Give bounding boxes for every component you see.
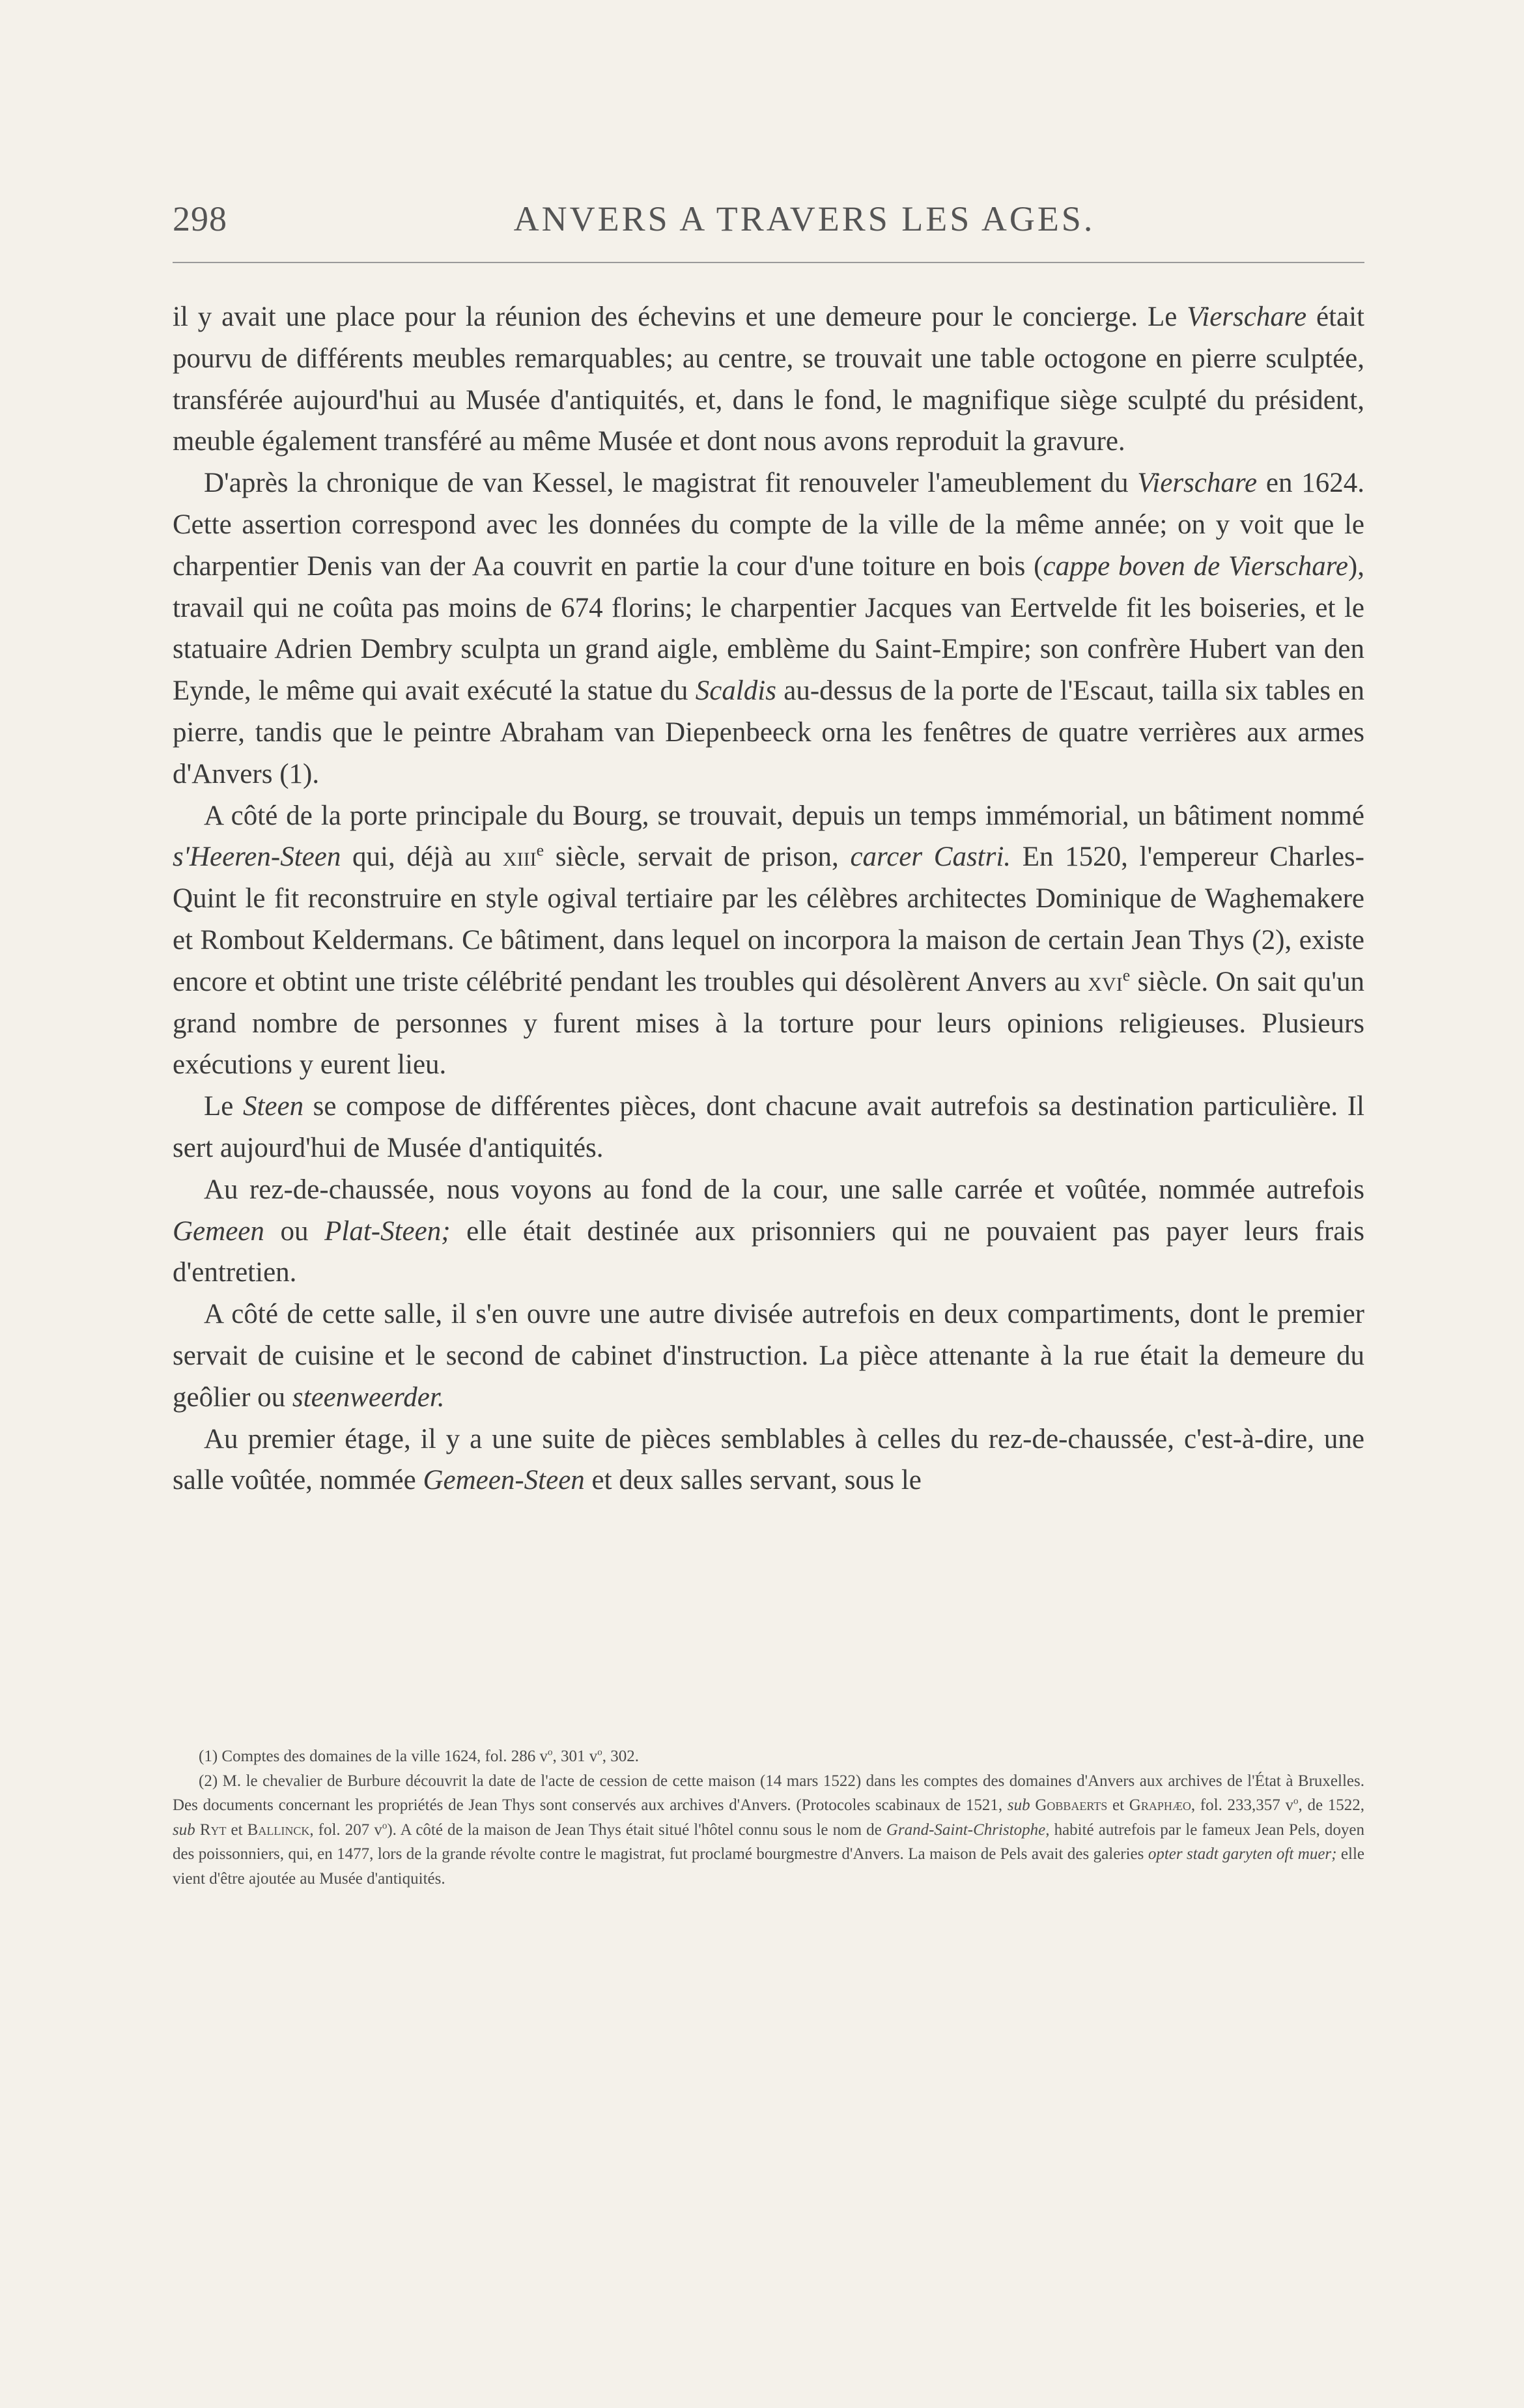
superscript: e: [536, 841, 544, 860]
paragraph-p5: [173, 1169, 1364, 1294]
text-run: , fol. 233,357 v: [1191, 1796, 1293, 1814]
italic-text: Vierschare: [1187, 302, 1307, 332]
text-run: (2) M. le chevalier de Burbure découvrit la date de l'acte de cession de cette maison (14 mars 1522) dans les comptes des domaines d'Anvers aux archives de l'État à Bruxelles. Des documents concernant les propriétés de Jean Thys sont conservés aux archives d'Anvers. (Protocoles scabinaux de 1521,: [173, 1772, 1364, 1814]
superscript: e: [1122, 965, 1131, 985]
footnote-fn1: [173, 1744, 1364, 1769]
italic-text: cappe boven de Vierschare: [1043, 550, 1348, 582]
italic-text: sub: [173, 1820, 195, 1839]
paragraph-p4: [173, 1086, 1364, 1169]
text-run: A côté de la porte principale du Bourg, se trouvait, depuis un temps immémorial, un bâtiment nommé: [204, 800, 1364, 831]
footnotes: [173, 1744, 1364, 1891]
text-run: , 302.: [602, 1748, 640, 1765]
text-run: , de 1522,: [1298, 1796, 1364, 1814]
header-rule: [173, 262, 1364, 263]
page-number: 298: [173, 199, 227, 238]
text-run: qui, déjà au: [341, 842, 503, 873]
text-run: ). A côté de la maison de Jean Thys était situé l'hôtel connu sous le nom de: [387, 1820, 886, 1839]
italic-text: s'Heeren-Steen: [173, 842, 341, 873]
text-run: [195, 1821, 200, 1839]
text-run: et: [226, 1820, 247, 1839]
italic-text: Scaldis: [695, 675, 776, 707]
text-run: En 1520, l'empereur Charles-Quint le fit reconstruire en style ogival tertiaire par les célèbres architectes Dominique de Waghemakere et Rombout Keldermans. Ce bâtiment, dans lequel on incorpora la maison de certain Jean Thys (2), existe encore et obtint une triste célébrité pendant les troubles qui désolèrent Anvers au: [173, 842, 1364, 997]
page-header: [173, 199, 1364, 251]
italic-text: carcer Castri.: [850, 842, 1011, 873]
text-run: Au rez-de-chaussée, nous voyons au fond de la cour, une salle carrée et voûtée, nommée autrefois: [204, 1174, 1364, 1205]
text-run: A côté de cette salle, il s'en ouvre une autre divisée autrefois en deux compartiments, dont le premier servait de cuisine et le second de cabinet d'instruction. La pièce attenante à la rue était la demeure du geôlier ou: [173, 1299, 1364, 1413]
text-run: siècle, servait de prison,: [544, 842, 851, 873]
italic-text: Grand-Saint-Christophe,: [886, 1820, 1050, 1839]
small-caps-text: Graphæo: [1129, 1796, 1191, 1814]
text-run: et deux salles servant, sous le: [584, 1465, 922, 1496]
paragraph-p6: [173, 1294, 1364, 1418]
italic-text: Steen: [242, 1091, 304, 1122]
text-run: ou: [264, 1215, 325, 1247]
small-caps-text: Ryt: [199, 1820, 227, 1839]
text-run: (1) Comptes des domaines de la ville 1624, fol. 286 v: [199, 1748, 548, 1765]
italic-text: opter stadt garyten oft muer;: [1148, 1845, 1337, 1863]
superscript: o: [597, 1747, 602, 1758]
paragraph-p7: [173, 1419, 1364, 1502]
text-run: D'après la chronique de van Kessel, le magistrat fit renouveler l'ameublement du: [204, 468, 1138, 499]
text-run: en 1624. Cette assertion correspond avec les données du compte de la ville de la même année; on y voit que le charpentier Denis van der Aa couvrit en partie la cour d'une toiture en bois (: [173, 468, 1364, 582]
text-run: et: [1107, 1796, 1129, 1814]
text-run: Au premier étage, il y a une suite de pièces semblables à celles du rez-de-chaussée, c'est-à-dire, une salle voûtée, nommée: [173, 1423, 1364, 1496]
text-run: , fol. 207 v: [309, 1820, 382, 1839]
footnote-fn2: [173, 1769, 1364, 1891]
italic-text: Gemeen-Steen: [423, 1465, 585, 1496]
italic-text: steenweerder.: [292, 1381, 445, 1413]
italic-text: sub: [1007, 1796, 1030, 1814]
paragraph-p1: [173, 296, 1364, 462]
text-run: Le: [204, 1091, 243, 1122]
small-caps-text: Ballinck: [247, 1820, 310, 1839]
small-caps-text: Gobbaerts: [1035, 1796, 1108, 1814]
text-run: elle vient d'être ajoutée au Musée d'antiquités.: [173, 1845, 1364, 1888]
running-head: ANVERS A TRAVERS LES AGES.: [513, 199, 1095, 238]
small-caps-text: xvi: [1088, 966, 1123, 997]
text-run: , 301 v: [552, 1748, 598, 1765]
superscript: o: [382, 1820, 388, 1832]
text-run: il y avait une place pour la réunion des échevins et une demeure pour le concierge. Le: [173, 302, 1187, 332]
text-run: elle était destinée aux prisonniers qui ne pouvaient pas payer leurs frais d'entretien.: [173, 1215, 1365, 1288]
text-run: au-dessus de la porte de l'Escaut, tailla six tables en pierre, tandis que le peintre Abraham van Diepenbeeck orna les fenêtres de quatre verrières aux armes d'Anvers (1).: [173, 675, 1364, 789]
text-run: ), travail qui ne coûta pas moins de 674 florins; le charpentier Jacques van Eertvelde fit les boiseries, et le statuaire Adrien Dembry sculpta un grand aigle, emblème du Saint-Empire; son confrère Hubert van den Eynde, le même qui avait exécuté la statue du: [173, 550, 1364, 707]
body-text: [173, 296, 1364, 1501]
text-run: siècle. On sait qu'un grand nombre de personnes y furent mises à la torture pour leurs opinions religieuses. Plusieurs exécutions y eurent lieu.: [173, 966, 1364, 1081]
italic-text: Plat-Steen;: [324, 1215, 451, 1247]
paragraph-p2: [173, 462, 1364, 795]
text-run: se compose de différentes pièces, dont chacune avait autrefois sa destination particulière. Il sert aujourd'hui de Musée d'antiquités.: [173, 1091, 1364, 1163]
italic-text: Vierschare: [1137, 468, 1258, 499]
text-run: était pourvu de différents meubles remarquables; au centre, se trouvait une table octogone en pierre sculptée, transférée aujourd'hui au Musée d'antiquités, et, dans le fond, le magnifique siège sculpté du président, meuble également transféré au même Musée et dont nous avons reproduit la gravure.: [173, 302, 1364, 457]
paragraph-p3: [173, 795, 1364, 1086]
text-run: habité autrefois par le fameux Jean Pels, doyen des poissonniers, qui, en 1477, lors de la grande révolte contre le magistrat, fut proclamé bourgmestre d'Anvers. La maison de Pels avait des galeries: [173, 1820, 1364, 1863]
italic-text: Gemeen: [173, 1215, 264, 1247]
superscript: o: [1293, 1796, 1299, 1807]
small-caps-text: xiii: [502, 842, 537, 873]
superscript: o: [548, 1747, 553, 1758]
